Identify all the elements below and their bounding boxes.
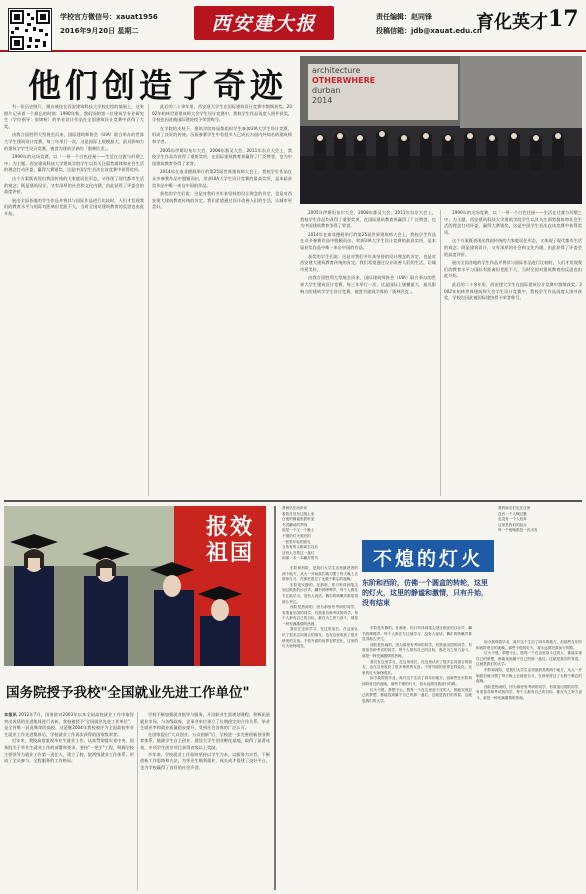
paragraph: 东阶和西阶，是我们大学生活里最熟悉的两个地方，从大一开始我们就习惯了每天晚上去那里自习，在那里度过了无数个难忘的夜晚。 <box>476 667 582 684</box>
paragraph: 西阶是热闹的。因为那里有考研的同学，有准备出国的同学，有准备各种考试的同学，每个人都有自己的目标，都在为之努力奋斗，那是一种充满激情的热闹。 <box>362 642 472 658</box>
paragraph: 此后的二十余年里，西安建大学生在国际建筑设计竞赛中频频获奖。2002年柏林世界建筑师大会学生设计竞赛中，我校学生作品再度入围并获奖，学校也因此被国际建协授予荣誉称号。 <box>152 104 292 123</box>
paragraph: 灯火不熄，梦想不止。愿每一个在这里奋斗过的人，都能实现自己的梦想，都能找到属于自己的那一盏灯。这就是我们的青春，这就是我们的大学。 <box>476 651 582 667</box>
poem-line: 我的朋友们也在这里 <box>498 506 531 510</box>
poem-line: 当所有的人都离去以后 <box>282 545 318 550</box>
paragraph: 东阶和西阶，是我们大学生活里最熟悉的两个地方，从大一开始我们就习惯了每天晚上去那里自习，在那里度过了无数个难忘的夜晚。 <box>282 565 358 582</box>
paragraph: 由我合国胜利大型展会而来，国际建筑师协会（UIA）联合举办的世界大学生建筑设计竞赛，每三年举行一次，这是国际上规模最大、最具影响力的建筑学学生设计竞赛，被誉为建筑学界的「奥林匹克」。 <box>4 132 144 151</box>
banner-line-4: 2014 <box>312 96 333 105</box>
column-divider <box>148 104 149 496</box>
paragraph: 近年来，我校高度重视毕业生就业工作，认真贯彻落实党中央、国务院关于毕业生就业工作的部署和要求，坚持"一把手"工程，明确学校主要领导为就业工作第一责任人，建立了校、院两级就业工作体系，形成了全员参与、全程服务的工作格局。 <box>4 738 134 764</box>
paragraph: 此后的二十余年里，西安建大学生在国际建筑设计竞赛中频频获奖。2002年柏林世界建筑师大会学生设计竞赛中，我校学生作品再度入围并获奖，学校也因此被国际建协授予荣誉称号。 <box>444 281 582 301</box>
story3-column-3 <box>476 640 582 890</box>
paragraph: 2005年伊斯坦布尔大会、2008年都灵大会、2011年东京大会上，我校学生作品均获得了重要奖项，在国际建筑教育界赢得了广泛赞誉，也为中国建筑教育争得了荣誉。 <box>300 210 436 229</box>
submission-email[interactable]: 投稿信箱：jdb@xauat.edu.cn <box>376 27 482 35</box>
wechat-label: 学校官方微信号：xauat1956 <box>60 13 158 21</box>
section-vertical-divider <box>274 506 276 890</box>
newspaper-logo-box <box>194 6 334 40</box>
story1-column-1 <box>4 104 144 496</box>
paragraph: 西阶是热闹的。因为那里有考研的同学，有准备出国的同学，有准备各种考试的同学，每个人都有自己的目标，都在为之努力奋斗，那是一种充满激情的热闹。 <box>476 684 582 700</box>
paragraph-text: 2012年7月，国务院对2003年以来全国高校就业工作中取得突出成绩的先进集体进行表彰，我校被授予"全国就业先进工作单位"，是全省唯一获此殊荣的高校。这是继2004年我校被评为全国高校毕业生就业工作先进集体后，学校就业工作再次获得的国家级荣誉。 <box>4 712 134 737</box>
section-title: 育化英才 <box>476 12 548 33</box>
story1-column-4 <box>444 210 582 496</box>
paragraph: 我们在这里学习，在这里成长，在这里认识了很多志同道合的朋友，也在这里收获了很多珍贵的友谊。不管外面的世界怎样变化，这里的灯火始终明亮。 <box>362 659 472 675</box>
paragraph: 多年来，学校就业工作始终坚持以学生为本，以服务为宗旨，不断创新工作思路和方法，为毕业生顺利就业、成长成才搭建了良好平台，也为学校赢得了良好的社会声誉。 <box>140 751 270 770</box>
reporter-tag: 本报讯 <box>4 712 18 717</box>
banner-line-1: architecture <box>312 66 361 75</box>
poem-line: 没有一个人喊过累 <box>498 511 527 516</box>
story1-headline: 他们创造了奇迹 <box>28 66 287 105</box>
story3-headline-box <box>362 540 494 572</box>
paragraph: 展出全国各地的学生作品并将其与国际作品进行比较时，人们才发现我们的教育水平与国际有距离但差距不大，当时全国对建筑教育的反思也由此开始。 <box>444 260 582 279</box>
paragraph: 2014年在南非德班举行的第25届世界建筑师大会上，我校学生作品在众多参赛作品中脱颖而出，荣获UIA大学生设计竞赛的最高奖项，是本届获奖作品中唯一来自中国的作品。 <box>300 231 436 250</box>
masthead <box>0 0 586 52</box>
poem-line: 在夜的静谧里我听见 <box>282 517 315 522</box>
paragraph: 2005年伊斯坦布尔大会、2008年都灵大会、2011年东京大会上，我校学生作品均获得了重要奖项，在国际建筑教育界赢得了广泛赞誉，也为中国建筑教育争得了荣誉。 <box>152 147 292 166</box>
story3-subtitle: 东阶和西阶，仿佛一个圆盒的转轮，这里的灯火，这里的静谧和激情，只有升始，没有结束 <box>362 578 488 607</box>
poster-slogan: 报效祖国 <box>205 514 254 566</box>
section-divider <box>4 500 582 502</box>
poem-line: 还有人守着这一盏灯 <box>282 550 315 555</box>
column-divider <box>137 712 138 890</box>
story2-column-2 <box>140 712 270 890</box>
story3-poem-left <box>282 506 358 890</box>
paragraph: 获奖的学生们说：这是对我们多年来坚持的设计理念的肯定，也是对西安建大建筑教育传统的肯定。我们希望通过设计改善人们的生活，让城市更美好。 <box>300 253 436 272</box>
paragraph: 在学院的支持下，建筑学院每届都组织学生参加UIA大学生设计竞赛，形成了良好的传统。历届参赛学生中有很多人已成长为国内外知名的建筑师和学者。 <box>152 125 292 144</box>
poem-line: 一张张年轻的面孔 <box>282 539 311 544</box>
paragraph: 如今我即将毕业，离开这个生活了四年的地方，但那些在东阶和西阶度过的夜晚，那些不熄的灯火，将永远照亮我前行的路。 <box>476 640 582 650</box>
story2-headline: 国务院授予我校"全国就业先进工作单位" <box>6 685 250 701</box>
story1-column-2 <box>152 104 292 496</box>
story3-column-2 <box>362 626 472 890</box>
paragraph: 有一张历史照片，摄自被挂在西安建筑科技大学校史馆的墙展上，这张照片记录着一个难忘的时刻：1990年秋，我们国的第一位建筑学专业研究生（学位指导：张锦秋）的毕业设计作品在全国建筑设计竞赛中获得了大奖。 <box>4 104 144 129</box>
story3-headline: 不熄的灯火 <box>372 548 483 570</box>
paragraph: 如今我即将毕业，离开这个生活了四年的地方，但那些在东阶和西阶度过的夜晚，那些不熄的灯火，将永远照亮我前行的路。 <box>362 676 472 686</box>
poem-line: 每一个夜晚都是一次出发 <box>498 528 538 533</box>
newspaper-logo: 西安建大报 <box>211 13 317 35</box>
poem-line: 书页翻动的声响 <box>282 522 308 527</box>
paragraph: 我们在这里学习，在这里成长，在这里认识了很多志同道合的朋友，也在这里收获了很多珍贵的友谊。不管外面的世界怎样变化，这里的灯火始终明亮。 <box>282 627 358 649</box>
story1-column-3 <box>300 210 436 496</box>
paragraph: 获奖的学生们说：这是对我们多年来坚持的设计理念的肯定，也是对西安建大建筑教育传统的肯定。我们希望通过设计改善人们的生活，让城市更美好。 <box>152 191 292 210</box>
paragraph <box>4 712 134 738</box>
poem-line: 看着月亮东边爬上来 <box>282 511 315 516</box>
graduates-photo <box>4 506 266 666</box>
paragraph: 2014年在南非德班举行的第25届世界建筑师大会上，我校学生作品在众多参赛作品中脱颖而出，荣获UIA大学生设计竞赛的最高奖项，是本届获奖作品中唯一来自中国的作品。 <box>152 169 292 188</box>
paragraph: 灯火不熄，梦想不止。愿每一个在这里奋斗过的人，都能实现自己的梦想，都能找到属于自己的那一盏灯。这就是我们的青春，这就是我们的大学。 <box>362 687 472 703</box>
paragraph: 由我合国胜利大型展会而来，国际建筑师协会（UIA）联合举办的世界大学生建筑设计竞赛，每三年举行一次，这是国际上规模最大、最具影响力的建筑学学生设计竞赛，被誉为建筑学界的「奥林匹克」。 <box>300 275 436 294</box>
paragraph: 这个方案既表现出我国传统的大家庭居住形态，又体现了现代都市生活的观念；既是建筑设计，又有深厚的社会和文化内涵，由此获得了评委会的高度评价。 <box>444 238 582 257</box>
paragraph: 1990年的这场竞赛，以「一带一个白色住屋——生活在过渡与形塑之中」为主题。西安建筑科技大学建筑学院学生以其关注弱势群体和社会生活的理念打动评委，赢得大赛银奖，这是中国学生首次在该竞赛中获得奖项。 <box>4 154 144 173</box>
poem-line: 也没有一个人放弃 <box>498 517 527 522</box>
paragraph: 东阶是安静的。在那里，你只听得到笔尖划过纸张的沙沙声，翻书的哗哗声，每个人都在专注地学习，没有人说话，偶尔的咳嗽声都显得那么突兀。 <box>282 582 358 604</box>
story3-poem-right <box>498 506 582 636</box>
poem-line: 那是一个又一个晚上 <box>282 528 315 533</box>
banner-line-2: OTHERWHERE <box>312 76 376 85</box>
issue-date: 2016年9月20日 星期二 <box>60 27 139 35</box>
story2-column-1 <box>4 712 134 890</box>
paragraph: 1990年的这场竞赛，以「一带一个白色住屋——生活在过渡与形塑之中」为主题。西安建筑科技大学建筑学院学生以其关注弱势群体和社会生活的理念打动评委，赢得大赛银奖，这是中国学生首次在该竞赛中获得奖项。 <box>444 210 582 235</box>
poem-line: 不熄的灯火照亮的 <box>282 533 311 538</box>
paragraph: 西阶是热闹的。因为那里有考研的同学，有准备出国的同学，有准备各种考试的同学，每个人都有自己的目标，都在为之努力奋斗，那是一种充满激情的热闹。 <box>282 605 358 626</box>
banner-line-3: durban <box>312 86 341 95</box>
qr-code-icon[interactable] <box>8 8 52 52</box>
paragraph: 在国家提出"大众创业、万众创新"后，学校进一步完善创新创业教育体系，鼓励学生自主创业，建设大学生创业孵化基地，取得了显著成效，多项学生创业项目获得省级以上奖励。 <box>140 731 270 750</box>
column-divider <box>440 210 441 496</box>
poem-line: 这里是我们的起点 <box>498 522 527 527</box>
award-ceremony-photo <box>300 56 582 204</box>
poem-line: 我就站在西阶前 <box>282 506 308 510</box>
poem-line: 和那一本一本翻开的书 <box>282 556 318 561</box>
paragraph: 东阶是安静的。在那里，你只听得到笔尖划过纸张的沙沙声，翻书的哗哗声，每个人都在专注地学习，没有人说话，偶尔的咳嗽声都显得那么突兀。 <box>362 626 472 642</box>
page-number: 17 <box>548 6 579 32</box>
paragraph: 学校不断加强就业指导与服务，开设职业生涯规划课程，积极拓展就业市场，与各级政府、企事业单位建立了长期稳定的合作关系，毕业生就业率和就业质量稳步提升，受到社会各界的广泛认可。 <box>140 712 270 731</box>
editor-credit: 责任编辑：赵同锋 <box>376 13 432 21</box>
paragraph: 这个方案既表现出我国传统的大家庭居住形态，又体现了现代都市生活的观念；既是建筑设计，又有深厚的社会和文化内涵，由此获得了评委会的高度评价。 <box>4 175 144 195</box>
paragraph: 展出全国各地的学生作品并将其与国际作品进行比较时，人们才发现我们的教育水平与国际有距离但差距不大，当时全国对建筑教育的反思也由此开始。 <box>4 197 144 216</box>
